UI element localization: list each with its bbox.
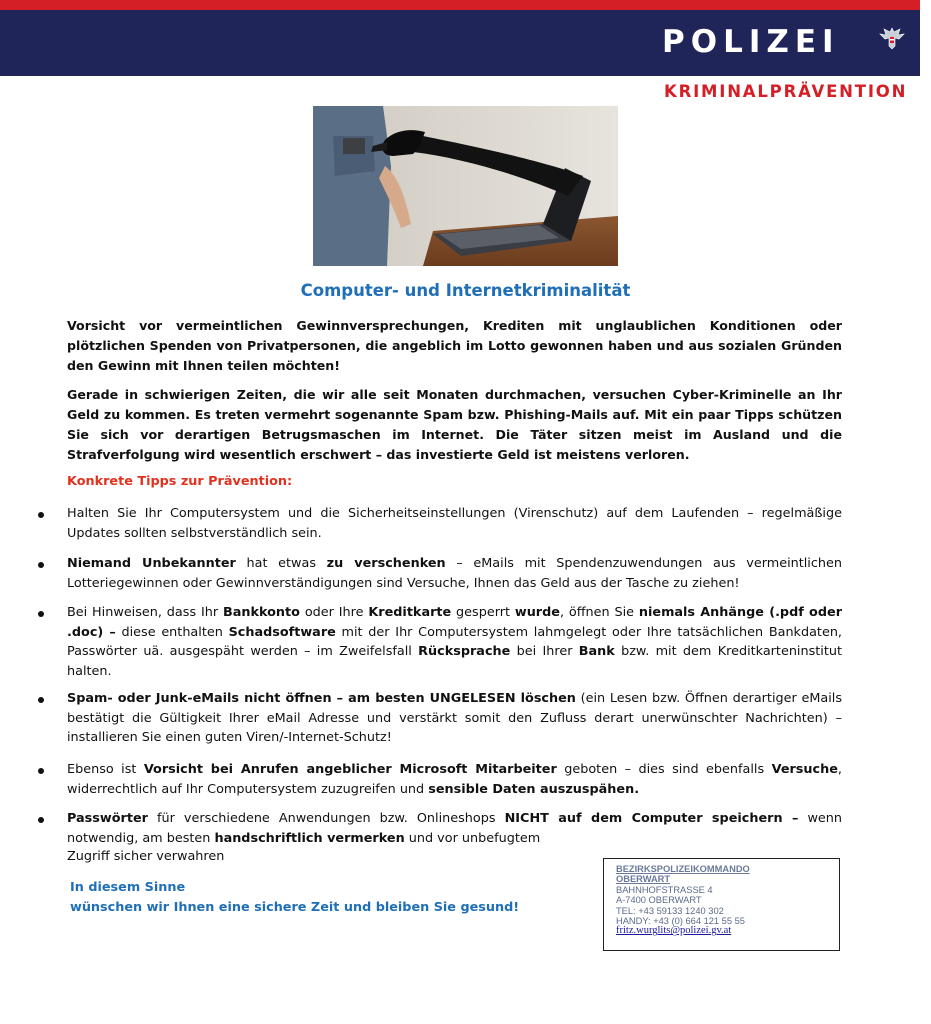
tip-3-bold: Kreditkarte bbox=[368, 605, 452, 620]
tip-5-text: geboten – dies sind ebenfalls bbox=[556, 762, 772, 777]
tip-5 bbox=[67, 760, 842, 799]
tip-3-text: oder Ihre bbox=[299, 605, 369, 620]
intro-paragraph-2: Gerade in schwierigen Zeiten, die wir alle seit Monaten durchmachen, versuchen Cyber-Kriminelle an Ihr Geld zu kommen. Es treten vermehrt sogenannte Spam bzw. Phishing-Mails auf. Mit ein paar Tipps schützen Sie sich vor derartigen Betrugsmaschen im Internet. Die Täter sitzen meist im Ausland und die Strafverfolgung wird wesentlich erschwert – das investierte Geld ist meistens verloren. bbox=[67, 387, 842, 462]
tips-heading: Konkrete Tipps zur Prävention: bbox=[67, 474, 293, 489]
contact-city: A-7400 OBERWART bbox=[616, 895, 702, 906]
contact-email-link[interactable]: fritz.wurglits@polizei.gv.at bbox=[616, 925, 732, 937]
bullet-dot-icon bbox=[38, 817, 44, 823]
tip-5-bold: Vorsicht bei Anrufen angeblicher Microsoft Mitarbeiter bbox=[143, 762, 557, 777]
tip-6-bold: Passwörter bbox=[67, 811, 148, 826]
tip-4-text: (ein Lesen bzw. Öffnen derartiger eMails bestätigt die Gültigkeit Ihrer eMail Adresse und verstärkt somit den Zufluss derart unerwünschter Nachrichten) – installieren Sie einen guten Viren/-Internet-Schutz! bbox=[67, 691, 842, 745]
bullet-dot-icon bbox=[38, 611, 44, 617]
tip-6-bold: NICHT auf dem Computer speichern – bbox=[504, 811, 799, 826]
tip-6-bold: handschriftlich vermerken bbox=[214, 830, 405, 846]
tip-6-text: wenn notwendig, am besten bbox=[67, 811, 842, 846]
hero-image-cyber-theft bbox=[313, 106, 618, 266]
tip-1 bbox=[67, 504, 842, 543]
tip-3-bold: Bankkonto bbox=[222, 605, 300, 620]
eagle-emblem-icon bbox=[878, 26, 906, 50]
bullet-dot-icon bbox=[38, 768, 44, 774]
tip-5-text: , widerrechtlich auf Ihr Computersystem zuzugreifen und bbox=[67, 762, 842, 797]
tip-4 bbox=[67, 689, 842, 748]
tip-2-text: hat etwas bbox=[235, 556, 327, 571]
bullet-dot-icon bbox=[38, 697, 44, 703]
tip-6-continuation: Zugriff sicher verwahren bbox=[67, 849, 225, 864]
contact-tel: TEL: +43 59133 1240 302 bbox=[616, 905, 724, 916]
tip-3-bold: Schadsoftware bbox=[228, 624, 336, 640]
tip-3-bold: wurde bbox=[514, 605, 560, 620]
tip-3-text: , öffnen Sie bbox=[559, 605, 639, 620]
page-title: Computer- und Internetkriminalität bbox=[300, 281, 631, 300]
tip-2 bbox=[67, 554, 842, 593]
tip-1-text: Halten Sie Ihr Computersystem und die Sicherheitseinstellungen (Virenschutz) auf dem Laufenden – regelmäßige Updates sollten selbstverständlich sein. bbox=[67, 506, 842, 541]
tip-3-text: diese enthalten bbox=[115, 624, 229, 640]
tip-3-text: mit der Ihr Computersystem lahmgelegt oder Ihre tatsächlichen Bankdaten, Passwörter uä. ausgespäht werden – im Zweifelsfall bbox=[67, 624, 842, 659]
brand-logo-text: POLIZEI bbox=[662, 24, 840, 60]
contact-org-line-1: BEZIRKSPOLIZEIKOMMANDO bbox=[616, 864, 750, 874]
tip-3-bold: Rücksprache bbox=[418, 644, 511, 659]
tip-6-text: für verschiedene Anwendungen bzw. Onlineshops bbox=[147, 811, 505, 826]
tip-3-text: bzw. mit dem Kreditkarteninstitut halten. bbox=[67, 644, 842, 679]
closing-text bbox=[70, 878, 519, 918]
contact-org-line-2: OBERWART bbox=[616, 874, 671, 885]
contact-box bbox=[603, 858, 840, 951]
tip-3-text: bei Ihrer bbox=[510, 644, 579, 659]
header-subtitle: KRIMINALPRÄVENTION bbox=[664, 82, 908, 101]
contact-handy: HANDY: +43 (0) 664 121 55 55 bbox=[616, 916, 745, 927]
tip-4-bold: Spam- oder Junk-eMails nicht öffnen – am besten UNGELESEN löschen bbox=[67, 691, 576, 706]
tip-6-text: und vor unbefugtem bbox=[404, 830, 541, 846]
tip-2-bold: zu verschenken bbox=[326, 556, 446, 571]
tip-3 bbox=[67, 603, 842, 681]
tip-2-bold: Niemand Unbekannter bbox=[67, 556, 236, 571]
tip-3-bold: Bank bbox=[578, 644, 615, 659]
tip-6 bbox=[67, 809, 842, 848]
closing-line-1: In diesem Sinne bbox=[70, 880, 186, 895]
tip-3-bold: niemals Anhänge (.pdf oder .doc) – bbox=[67, 605, 843, 640]
tip-3-text: Bei Hinweisen, dass Ihr bbox=[67, 605, 223, 620]
bullet-dot-icon bbox=[38, 562, 44, 568]
contact-street: BAHNHOFSTRASSE 4 bbox=[616, 884, 713, 895]
tip-5-text: Ebenso ist bbox=[67, 762, 144, 777]
header-red-stripe bbox=[0, 0, 920, 10]
tip-5-bold: Versuche bbox=[771, 762, 838, 777]
tip-2-text: – eMails mit Spendenzuwendungen aus vermeintlichen Lotteriegewinnen oder Gewinnverständigungen sind Versuche, Ihnen das Geld aus der Tasche zu ziehen! bbox=[67, 556, 842, 591]
closing-line-2: wünschen wir Ihnen eine sichere Zeit und bleiben Sie gesund! bbox=[70, 900, 520, 915]
tip-3-text: gesperrt bbox=[451, 605, 515, 620]
intro-paragraph-1: Vorsicht vor vermeintlichen Gewinnversprechungen, Krediten mit unglaublichen Konditionen oder plötzlichen Spenden von Privatpersonen, die angeblich im Lotto gewonnen haben und aus sozialen Gründen den Gewinn mit Ihnen teilen möchten! bbox=[67, 318, 842, 373]
bullet-dot-icon bbox=[38, 512, 44, 518]
tip-5-bold: sensible Daten auszuspähen. bbox=[428, 781, 640, 797]
